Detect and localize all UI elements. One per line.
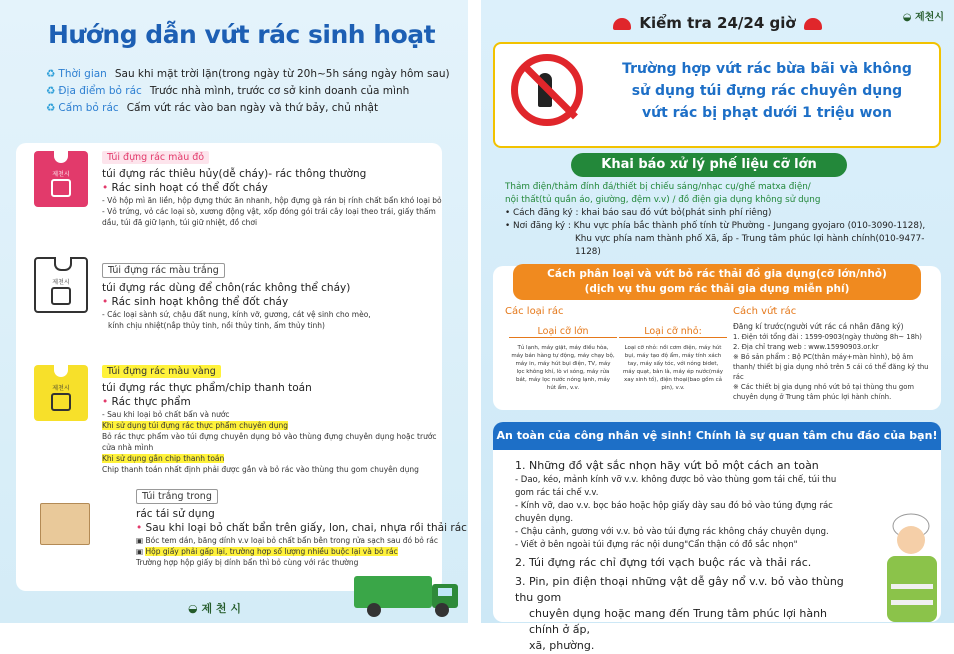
safety-list: 1. Những đồ vật sắc nhọn hãy vứt bỏ một cách an toàn - Dao, kéo, mảnh kính vỡ v.v. không được bỏ vào thùng gom tái chế, túi thu gom rác tái chế v.v. - Kính vỡ, dao v.v. bọc báo hoặc hộp giấy dày sau đó bỏ vào túng đựng rác chuyên dụng. - Chậu cảnh, gương với v.v. bỏ vào túi đựng rác không cháy chuyên dụng. - Viết ở bên ngoài túi đựng rác nội dung"Cẩn thận có đồ sắc nhọn" 2. Túi đựng rác chỉ đựng tới vạch buộc rác và thải rác. 3. Pin, pin điện thoại những vật dễ gây nổ v.v. bỏ vào thùng thu gom chuyên dụng hoặc mang đến Trung tâm phúc lợi hành chính ở ấp, xã, phường. (515, 459, 844, 652)
no-littering-icon (511, 54, 583, 126)
right-poster (481, 0, 954, 652)
siren-icon (613, 18, 631, 30)
left-footer-logo: ◒ 제 천 시 (188, 602, 241, 615)
recycle-icon: ♻ (46, 68, 56, 80)
yellow-bag-icon: 제천시 (34, 365, 88, 421)
how-heading: Cách vứt rác (733, 306, 797, 317)
white-bag-section: Túi đựng rác màu trắng túi đựng rác dùng để chôn(rác không thể cháy) • Rác sinh hoạt không thể đốt cháy - Các loại sành sứ, chậu đất nung, kính vỡ, gương, cát vệ sinh cho mèo, kính chịu nhiệt(nắp thủy tinh, nồi thủy tinh, ấm thủy tinh) (102, 265, 371, 330)
large-waste-title: Khai báo xử lý phế liệu cỡ lớn (571, 153, 847, 177)
recycle-box-icon (40, 503, 90, 545)
fine-warning-text: Trường hợp vứt rác bừa bãi và không sử dụng túi đựng rác chuyên dụng vứt rác bị phạt dưới 1 triệu won (622, 61, 912, 121)
safety-box (493, 422, 941, 652)
info-time: ♻ Thời gian Sau khi mặt trời lặn(trong ngày từ 20h~5h sáng ngày hôm sau) (46, 68, 450, 80)
red-bag-icon: 제천시 (34, 151, 88, 207)
siren-icon (804, 18, 822, 30)
types-heading: Các loại rác (505, 306, 564, 317)
yellow-bag-section: Túi đựng rác màu vàng túi đựng rác thực phẩm/chip thanh toán • Rác thực phẩm - Sau khi loại bỏ chất bẩn và nước Khi sử dụng túi đựng rác thực phẩm chuyên dụng Bỏ rác thực phẩm vào túi đựng chuyên dụng bỏ vào thùng đựng chuyên dụng hoặc trước cửa nhà mình Khi sử dụng gắn chip thanh toán Chip thanh toán nhất định phải được gắn và bỏ rác vào thùng thu gom chuyên dụng (102, 366, 437, 474)
appliance-title: Cách phân loại và vứt bỏ rác thải đồ gia dụng(cỡ lớn/nhỏ) (dịch vụ thu gom rác thải gia dụng miễn phí) (513, 264, 921, 300)
city-logo-icon: ◒ (902, 12, 916, 23)
left-title: Hướng dẫn vứt rác sinh hoạt (48, 20, 436, 49)
info-ban: ♻ Cấm bỏ rác Cấm vứt rác vào ban ngày và thứ bảy, chủ nhật (46, 102, 379, 114)
city-logo-icon: ◒ (188, 602, 202, 615)
white-bag-icon: 제천시 (34, 257, 88, 313)
sanitation-worker-icon (877, 504, 951, 622)
right-top-title: Kiểm tra 24/24 giờ (481, 14, 954, 32)
recycle-icon: ♻ (46, 102, 56, 114)
garbage-truck-icon (352, 570, 462, 618)
fine-warning-box (493, 42, 941, 148)
large-waste-info: Thảm điện/thảm đính đá/thiết bị chiếu sáng/nhạc cụ/ghế matxa điện/ nội thất(tủ quần áo, giường, đệm v.v) / đồ điện gia dụng không sử dụng • Cách đăng ký : khai báo sau đó vứt bỏ(phát sinh phí riêng) • Nơi đăng ký : Khu vực phía bắc thành phố tính từ Phường - Jungang gyojaro (010-3090-1128), Khu vực phía nam thành phố Xã, ấp - Trung tâm phúc lợi hành chính(010-9477-1128) (505, 182, 926, 257)
appliance-box: Cách phân loại và vứt bỏ rác thải đồ gia dụng(cỡ lớn/nhỏ) (dịch vụ thu gom rác thải gia dụng miễn phí) Các loại rác Loại cỡ lớn Loại cỡ nhỏ: Tủ lạnh, máy giặt, máy điều hòa, máy bán hàng tự động, máy chạy bộ, máy in, máy hút bụi điện, TV, máy lọc không khí, lò vi sóng, máy rửa bát, máy lọc nước nóng lạnh, máy hút ẩm, v.v. Loại cỡ nhỏ: nồi cơm điện, máy hút bụi, máy tạo độ ẩm, máy tính xách tay, máy sấy tóc, với nóng bidet, máy quạt, bàn là, máy ép nước(máy xay sinh tố), điện thoại(bao gồm cả pin), v.v. Cách vứt rác Đăng kí trước(người vứt rác cá nhân đăng ký) 1. Điện tới tổng đài : 1599-0903(ngày thường 8h~ 18h) 2. Địa chỉ trang web : www.15990903.or.kr ※ Bỏ sản phẩm : Bộ PC(thân máy+màn hình), bộ âm thanh/ thiết bị gia dụng nhỏ trên 5 cái có thể đăng ký thu rác ※ Các thiết bị gia dụng nhỏ vứt bỏ tại thùng thu gom chuyên dụng ở Trung tâm phúc lợi hành chính. (493, 266, 941, 410)
info-place: ♻ Địa điểm bỏ rác Trước nhà mình, trước cơ sở kinh doanh của mình (46, 85, 410, 97)
appliance-how: Đăng kí trước(người vứt rác cá nhân đăng ký) 1. Điện tới tổng đài : 1599-0903(ngày thường 8h~ 18h) 2. Địa chỉ trang web : www.15990903.or.kr ※ Bỏ sản phẩm : Bộ PC(thân máy+màn hình), bộ âm thanh/ thiết bị gia dụng nhỏ trên 5 cái có thể đăng ký thu rác ※ Các thiết bị gia dụng nhỏ vứt bỏ tại thùng thu gom chuyên dụng ở Trung tâm phúc lợi hành chính. (733, 322, 929, 401)
red-bag-section: Túi đựng rác màu đỏ túi đựng rác thiêu hủy(dễ cháy)- rác thông thường • Rác sinh hoạt có thể đốt cháy - Vỏ hộp mì ăn liền, hộp đựng thức ăn nhanh, hộp đựng gà rán bị rính chất bẩn khó loại bỏ - Vỏ trứng, vỏ các loại sò, xương động vật, xốp đóng gói trái cây loại theo trái, giấy thấm dầu, túi đã giữ lạnh, túi giữ nhiệt, đồ chơi (102, 152, 442, 227)
recycle-icon: ♻ (46, 85, 56, 97)
right-brand: ◒ 제천시 (902, 12, 944, 23)
clear-bag-section: Túi trắng trong rác tái sử dụng • Sau khi loại bỏ chất bẩn trên giấy, lon, chai, nhựa rồi thải rác ▣ Bóc tem dán, băng dính v.v loại bỏ chất bẩn bên trong rửa sạch sau đó bỏ rác ▣ Hộp giấy phải gấp lại, trường hợp số lượng nhiều buộc lại và bỏ rác Trường hợp hộp giấy bị dính bẩn thì bỏ cùng với rác thường (136, 491, 467, 567)
safety-title: An toàn của công nhân vệ sinh! Chính là sự quan tâm chu đáo của bạn! (493, 422, 941, 450)
left-poster (0, 0, 468, 623)
